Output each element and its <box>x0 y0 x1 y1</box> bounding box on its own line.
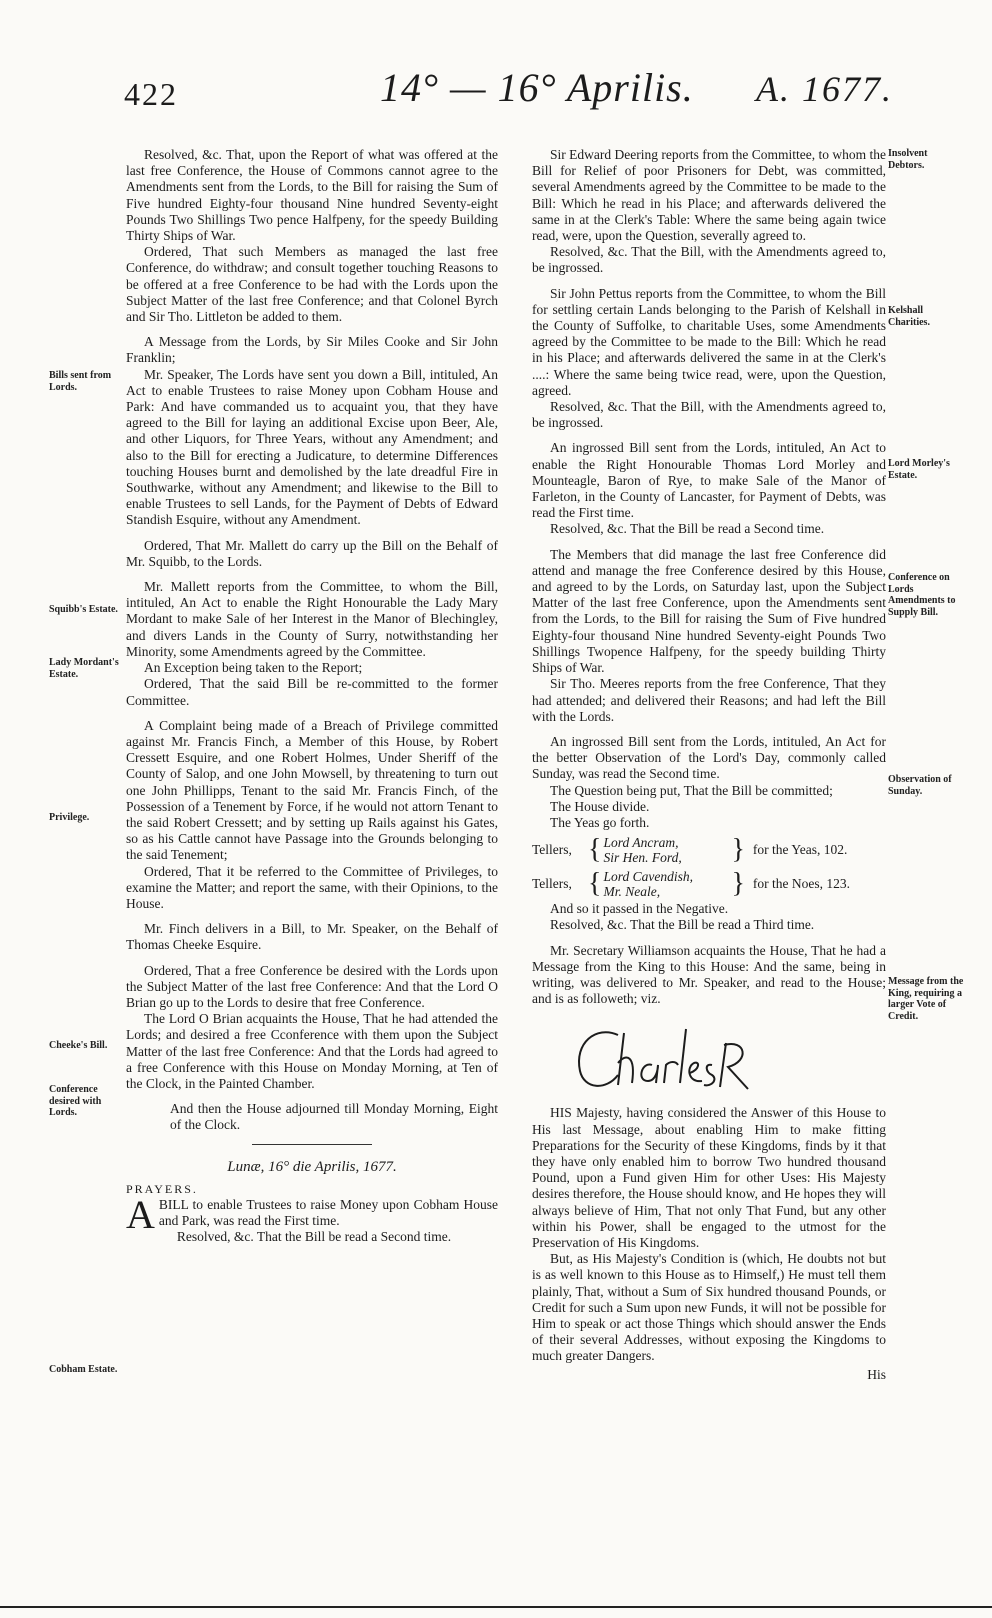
paragraph: Mr. Secretary Williamson acquaints the House, That he had a Message from the King to this House: And the same, being in writing, was delivered to Mr. Speaker, and read to the House; and is as followeth; viz. <box>532 942 886 1007</box>
margin-note: Squibb's Estate. <box>49 604 118 615</box>
brace-icon: } <box>731 834 745 866</box>
tellers-yeas <box>532 833 886 867</box>
day-heading: Lunæ, 16° die Aprilis, 1677. <box>227 1158 397 1175</box>
paragraph: Resolved, &c. That the Bill be read a Second time. <box>176 1229 452 1245</box>
brace-icon: } <box>731 868 745 900</box>
signature-icon <box>566 1013 766 1101</box>
margin-note: Privilege. <box>49 812 90 823</box>
tellers-label: Tellers, <box>532 876 572 892</box>
paragraph: Mr. Finch delivers in a Bill, to Mr. Speaker, on the Behalf of Thomas Cheeke Esquire. <box>126 921 498 953</box>
margin-note: Message from the King, requiring a larger Vote of Credit. <box>888 976 964 1022</box>
left-column <box>126 147 498 1246</box>
margin-note: Cobham Estate. <box>49 1364 118 1375</box>
page-header <box>0 64 992 134</box>
royal-signature <box>566 1013 886 1101</box>
paragraph: Ordered, That a free Conference be desired with the Lords upon the Subject Matter of the last free Conference: And that the Lord O Brian go up to the Lords to desire that free Conference. <box>126 962 498 1010</box>
paragraph: The Question being put, That the Bill be committed; <box>550 782 833 798</box>
margin-note: Bills sent from Lords. <box>49 370 112 393</box>
paragraph: The Lord O Brian acquaints the House, That he had attended the Lords; and desired a free Cconference with them upon the Subject Matter of the last free Conference: And that the Lords had agreed to a free Conference with this House on Monday Morning, at Ten of the Clock, in the Painted Chamber. <box>126 1011 498 1091</box>
paragraph: HIS Majesty, having considered the Answer of this House to His last Message, about enabling Him to make fitting Preparations for the Security of these Kingdoms, finds by it that they have only enabled him to borrow Two hundred thousand Pound, upon a Fund given Him for other Uses: His Majesty desires therefore, the House should know, and He hopes they will always believe of Him, That not only That Fund, but any other within his Power, shall be engaged to the utmost for the Preservation of His Kingdoms. <box>532 1105 886 1250</box>
margin-note: Lady Mordant's Estate. <box>49 657 119 680</box>
drop-cap: A <box>126 1191 155 1237</box>
paragraph: The Members that did manage the last free Conference did attend and manage the free Conference desired by this House, and agreed to by the Lords, on Saturday last, upon the Subject Matter of the last free Conference, upon the Amendments sent from the Lords, to the Bill for raising the Sum of Five hundred Eighty-four thousand Nine hundred Seventy-eight Pounds Two Shillings Twopence Halfpeny, for the speedy building Thirty Ships of War. <box>532 546 886 676</box>
vote-result: for the Noes, 123. <box>752 876 851 892</box>
paragraph-text: BILL to enable Trustees to raise Money upon Cobham House and Park, was read the First time. <box>158 1196 498 1229</box>
paragraph: Ordered, That it be referred to the Committee of Privileges, to examine the Matter; and report the same, with their Opinions, to the House. <box>126 863 498 911</box>
paragraph: Sir John Pettus reports from the Committee, to whom the Bill for settling certain Lands belonging to the Parish of Kelshall in the County of Suffolke, to charitable Uses, some Amendments agreed by the Committee to be made to the Bill: Which he read in his Place; and afterwards delivered the same in at the Clerk's ....: Where the same being twice read, were, upon the Question, agreed. <box>532 285 886 398</box>
margin-note: Conference on Lords Amendments to Supply Bill. <box>888 572 956 618</box>
teller-name: Lord Ancram, <box>603 835 679 851</box>
paragraph: And then the House adjourned till Monday Morning, Eight of the Clock. <box>170 1101 498 1133</box>
paragraph: The Yeas go forth. <box>550 814 650 830</box>
paragraph: Sir Edward Deering reports from the Committee, to whom the Bill for Relief of poor Prisoners for Debt, was committed, several Amendments agreed by the Committee to be made to the Bill: Which he read in his Place; and afterwards delivered the same in at the Clerk's Table: Where the same being again twice read, were, upon the Question, severally agreed to. <box>532 147 886 244</box>
teller-names <box>603 869 731 899</box>
page-number: 422 <box>124 76 178 112</box>
paragraph: The House divide. <box>550 798 650 814</box>
paragraph: Resolved, &c. That the Bill, with the Amendments agreed to, be ingrossed. <box>532 399 886 431</box>
paragraph: A Complaint being made of a Breach of Privilege committed against Mr. Francis Finch, a Member of this House, by Robert Cressett Esquire, and one Robert Holmes, Under Sheriff of the County of Salop, and one John Mowsell, by threatening to turn out one John Phillipps, Tenant to the said Mr. Francis Finch, of the Possession of a Tenement by Force, if he would not attorn Tenant to the said Robert Cressett; and by setting up Rails against his Gates, so as his Cattle cannot have Passage into the Grounds belonging to the said Tenement; <box>126 717 498 863</box>
paragraph: Ordered, That Mr. Mallett do carry up the Bill on the Behalf of Mr. Squibb, to the Lords. <box>126 537 498 569</box>
margin-note: Cheeke's Bill. <box>49 1040 108 1051</box>
tellers-label: Tellers, <box>532 842 572 858</box>
paragraph: Mr. Mallett reports from the Committee, to whom the Bill, intituled, An Act to enable the Right Honourable the Lady Mary Mordant to make Sale of her Interest in the Manor of Blechingley, and divers Lands in the County of Surry, notwithstanding her Minority, some Amendments agreed by the Committee. <box>126 579 498 659</box>
paragraph: An Exception being taken to the Report; <box>144 660 363 676</box>
paragraph: Ordered, That such Members as managed the last free Conference, do withdraw; and consult together touching Reasons to be offered at a free Conference to be had with the Lords upon the Subject Matter of the last free Conference; and that Colonel Byrch and Sir Tho. Littleton be added to them. <box>126 244 498 325</box>
paragraph: Ordered, That the said Bill be re-committed to the former Committee. <box>126 676 498 708</box>
teller-names <box>603 835 731 865</box>
bottom-rule <box>0 1606 992 1608</box>
divider-rule <box>252 1144 372 1145</box>
paragraph: Mr. Speaker, The Lords have sent you down a Bill, intituled, An Act to enable Trustees to raise Money upon Cobham House and Park: And have commanded us to acquaint you, that they have agreed to the Bill for laying an additional Excise upon Beer, Ale, and other Liquors, for Three Years, without any Amendment; and also to the Bill for erecting a Judicature, to determine Differences touching Houses burnt and demolished by the late dreadful Fire in Southwarke, without any Amendment; and likewise to the Bill to enable Trustees to sell Lands, for the Payment of Debts of Edward Standish Esquire, without any Amendment. <box>126 366 498 528</box>
paragraph: A Message from the Lords, by Sir Miles Cooke and Sir John Franklin; <box>126 334 498 366</box>
catchword: His <box>867 1366 886 1382</box>
margin-note: Conference desired with Lords. <box>49 1084 102 1118</box>
brace-icon: { <box>588 868 602 900</box>
paragraph: Resolved, &c. That the Bill be read a Second time. <box>550 521 825 537</box>
right-column <box>532 147 886 1383</box>
running-date: 14° — 16° Aprilis. <box>380 65 694 110</box>
paragraph: But, as His Majesty's Condition is (which, He doubts not but is as well known to this House as to Himself,) He must tell them plainly, That, without a Sum of Six hundred thousand Pounds, or Credit for such a Sum upon new Funds, it will not be possible for Him to speak or act those Things which should answer the Ends of their several Addresses, without exposing the Kingdoms to much greater Dangers. <box>532 1251 886 1364</box>
paragraph: Resolved, &c. That the Bill be read a Third time. <box>550 917 815 933</box>
vote-result: for the Yeas, 102. <box>752 842 848 858</box>
paragraph: An ingrossed Bill sent from the Lords, intituled, An Act for the better Observation of the Lord's Day, commonly called Sunday, was read the Second time. <box>532 733 886 782</box>
paragraph: Resolved, &c. That the Bill, with the Amendments agreed to, be ingrossed. <box>532 244 886 276</box>
brace-icon: { <box>588 834 602 866</box>
running-year: A. 1677. <box>756 69 893 109</box>
paragraph: And so it passed in the Negative. <box>550 901 729 917</box>
prayers-label: PRAYERS. <box>126 1181 198 1196</box>
teller-name: Lord Cavendish, <box>603 869 693 885</box>
tellers-table <box>532 833 886 901</box>
margin-note: Insolvent Debtors. <box>888 148 928 171</box>
margin-note: Lord Morley's Estate. <box>888 458 950 481</box>
teller-name: Mr. Neale, <box>603 884 661 900</box>
margin-note: Observation of Sunday. <box>888 774 952 797</box>
paragraph: Sir Tho. Meeres reports from the free Conference, That they had attended; and delivered their Reasons; and had left the Bill with the Lords. <box>532 676 886 724</box>
teller-name: Sir Hen. Ford, <box>603 850 682 866</box>
paragraph: Resolved, &c. That, upon the Report of what was offered at the last free Conference, the House of Commons cannot agree to the Amendments sent from the Lords, to the Bill for raising the Sum of Five hundred Eighty-four thousand Nine hundred Seventy-eight Pounds Two Shillings Two pence Halfpeny, for the speedy Building Thirty Ships of War. <box>126 147 498 244</box>
margin-note: Kelshall Charities. <box>888 305 930 328</box>
paragraph: An ingrossed Bill sent from the Lords, intituled, An Act to enable the Right Honourable Thomas Lord Morley and Mounteagle, Baron of Rye, to make Sale of the Manor of Farleton, in the County of Lancaster, for Payment of Debts, was read the First time. <box>532 440 886 521</box>
tellers-noes <box>532 867 886 901</box>
